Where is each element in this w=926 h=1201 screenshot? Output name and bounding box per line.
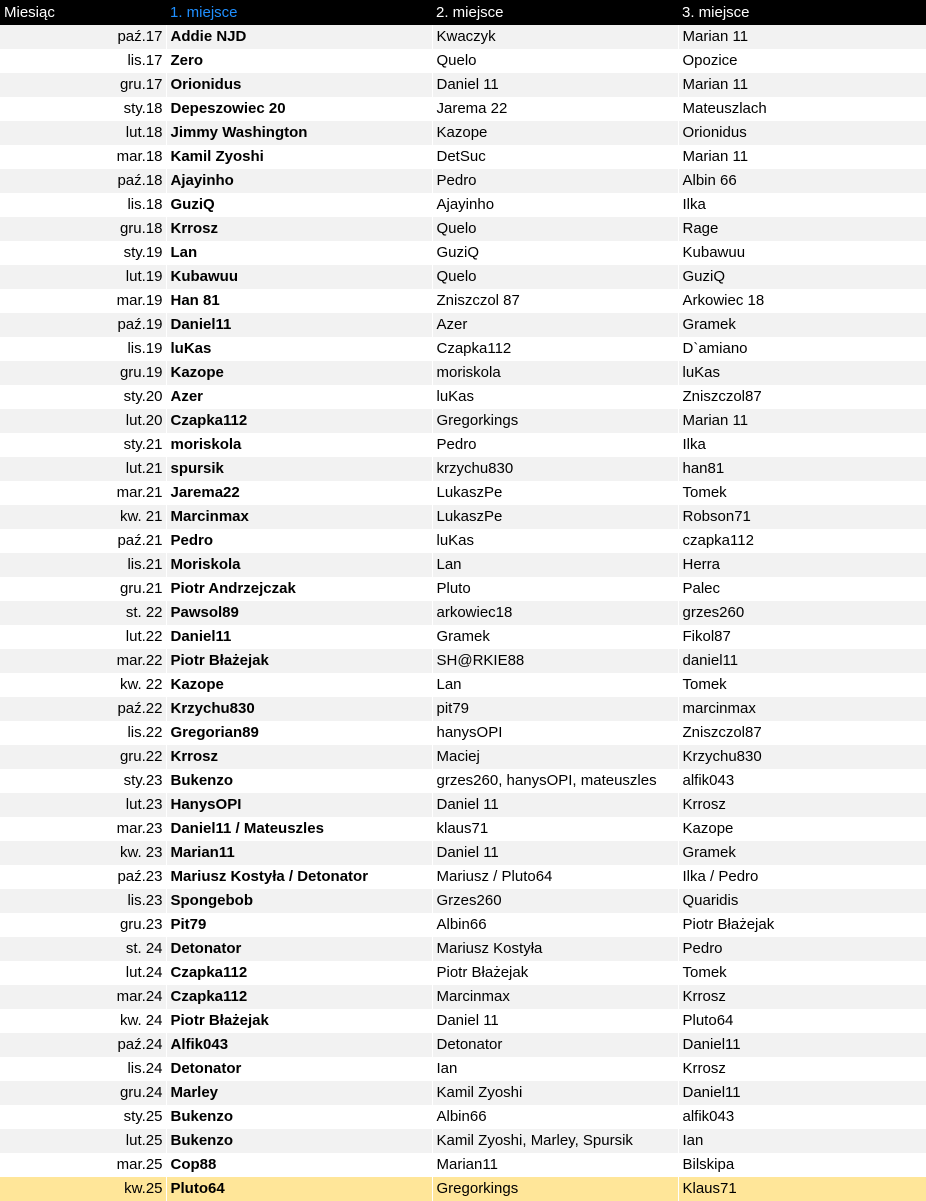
month-cell: paź.21	[0, 529, 166, 553]
third-place-cell: Ilka	[678, 193, 926, 217]
first-place-cell: Spongebob	[166, 889, 432, 913]
first-place-cell: Pedro	[166, 529, 432, 553]
third-place-cell: alfik043	[678, 1105, 926, 1129]
first-place-cell: Krzychu830	[166, 697, 432, 721]
month-cell: sty.19	[0, 241, 166, 265]
second-place-cell: Daniel 11	[432, 1009, 678, 1033]
month-cell: gru.22	[0, 745, 166, 769]
month-cell: paź.19	[0, 313, 166, 337]
third-place-cell: Gramek	[678, 313, 926, 337]
table-row	[0, 433, 926, 457]
table-row	[0, 505, 926, 529]
first-place-cell: Bukenzo	[166, 769, 432, 793]
third-place-cell: Daniel11	[678, 1033, 926, 1057]
first-place-cell: Daniel11	[166, 313, 432, 337]
month-cell: paź.17	[0, 25, 166, 49]
first-place-cell: Kubawuu	[166, 265, 432, 289]
first-place-cell: Piotr Andrzejczak	[166, 577, 432, 601]
table-row	[0, 73, 926, 97]
third-place-cell: Tomek	[678, 481, 926, 505]
month-cell: mar.19	[0, 289, 166, 313]
second-place-cell: Marcinmax	[432, 985, 678, 1009]
month-cell: kw. 23	[0, 841, 166, 865]
third-place-cell: Ilka / Pedro	[678, 865, 926, 889]
second-place-cell: Grzes260	[432, 889, 678, 913]
second-place-cell: Gramek	[432, 625, 678, 649]
table-row	[0, 1105, 926, 1129]
second-place-cell: Lan	[432, 673, 678, 697]
month-cell: gru.23	[0, 913, 166, 937]
third-place-cell: Robson71	[678, 505, 926, 529]
second-place-cell: Ajayinho	[432, 193, 678, 217]
month-cell: lut.25	[0, 1129, 166, 1153]
second-place-cell: Kamil Zyoshi	[432, 1081, 678, 1105]
table-row	[0, 289, 926, 313]
first-place-cell: moriskola	[166, 433, 432, 457]
first-place-cell: Jarema22	[166, 481, 432, 505]
month-cell: lut.22	[0, 625, 166, 649]
month-cell: lut.20	[0, 409, 166, 433]
month-cell: mar.25	[0, 1153, 166, 1177]
third-place-cell: grzes260	[678, 601, 926, 625]
first-place-cell: Depeszowiec 20	[166, 97, 432, 121]
second-place-cell: hanysOPI	[432, 721, 678, 745]
first-place-cell: Pit79	[166, 913, 432, 937]
month-cell: mar.23	[0, 817, 166, 841]
month-cell: gru.21	[0, 577, 166, 601]
month-cell: lis.18	[0, 193, 166, 217]
month-cell: lis.19	[0, 337, 166, 361]
table-row	[0, 385, 926, 409]
table-row	[0, 745, 926, 769]
second-place-cell: Quelo	[432, 49, 678, 73]
table-row	[0, 673, 926, 697]
month-cell: gru.18	[0, 217, 166, 241]
month-cell: paź.22	[0, 697, 166, 721]
month-cell: sty.20	[0, 385, 166, 409]
third-place-cell: marcinmax	[678, 697, 926, 721]
table-row	[0, 1009, 926, 1033]
third-place-cell: Zniszczol87	[678, 385, 926, 409]
third-place-cell: Marian 11	[678, 409, 926, 433]
month-cell: kw. 22	[0, 673, 166, 697]
first-place-cell: Lan	[166, 241, 432, 265]
month-cell: mar.18	[0, 145, 166, 169]
table-row	[0, 49, 926, 73]
table-row	[0, 217, 926, 241]
third-place-cell: Marian 11	[678, 25, 926, 49]
first-place-cell: Piotr Błażejak	[166, 649, 432, 673]
month-cell: st. 24	[0, 937, 166, 961]
table-row	[0, 841, 926, 865]
third-place-cell: Arkowiec 18	[678, 289, 926, 313]
first-place-cell: Pluto64	[166, 1177, 432, 1201]
third-place-cell: Rage	[678, 217, 926, 241]
third-place-cell: Albin 66	[678, 169, 926, 193]
month-cell: lis.17	[0, 49, 166, 73]
first-place-cell: Ajayinho	[166, 169, 432, 193]
table-row	[0, 985, 926, 1009]
month-cell: paź.23	[0, 865, 166, 889]
header-first-place: 1. miejsce	[170, 4, 238, 21]
table-row	[0, 553, 926, 577]
second-place-cell: grzes260, hanysOPI, mateuszles	[432, 769, 678, 793]
table-row	[0, 913, 926, 937]
second-place-cell: Kamil Zyoshi, Marley, Spursik	[432, 1129, 678, 1153]
third-place-cell: Bilskipa	[678, 1153, 926, 1177]
second-place-cell: Albin66	[432, 913, 678, 937]
third-place-cell: czapka112	[678, 529, 926, 553]
second-place-cell: DetSuc	[432, 145, 678, 169]
table-row	[0, 481, 926, 505]
table-row	[0, 1081, 926, 1105]
second-place-cell: Daniel 11	[432, 73, 678, 97]
first-place-cell: Mariusz Kostyła / Detonator	[166, 865, 432, 889]
second-place-cell: SH@RKIE88	[432, 649, 678, 673]
first-place-cell: Jimmy Washington	[166, 121, 432, 145]
table-row	[0, 313, 926, 337]
second-place-cell: Mariusz / Pluto64	[432, 865, 678, 889]
table-row	[0, 1033, 926, 1057]
month-cell: lis.22	[0, 721, 166, 745]
month-cell: paź.24	[0, 1033, 166, 1057]
table-row	[0, 265, 926, 289]
month-cell: sty.25	[0, 1105, 166, 1129]
first-place-cell: Daniel11	[166, 625, 432, 649]
third-place-cell: Daniel11	[678, 1081, 926, 1105]
first-place-cell: luKas	[166, 337, 432, 361]
first-place-cell: Pawsol89	[166, 601, 432, 625]
second-place-cell: Ian	[432, 1057, 678, 1081]
table-row	[0, 1153, 926, 1177]
table-row	[0, 865, 926, 889]
month-cell: gru.24	[0, 1081, 166, 1105]
table-row	[0, 793, 926, 817]
third-place-cell: Ian	[678, 1129, 926, 1153]
month-cell: mar.22	[0, 649, 166, 673]
second-place-cell: Pluto	[432, 577, 678, 601]
first-place-cell: Detonator	[166, 937, 432, 961]
first-place-cell: Daniel11 / Mateuszles	[166, 817, 432, 841]
third-place-cell: Tomek	[678, 673, 926, 697]
third-place-cell: Pedro	[678, 937, 926, 961]
third-place-cell: Pluto64	[678, 1009, 926, 1033]
third-place-cell: Herra	[678, 553, 926, 577]
third-place-cell: GuziQ	[678, 265, 926, 289]
header-row	[0, 0, 926, 25]
second-place-cell: klaus71	[432, 817, 678, 841]
third-place-cell: Krzychu830	[678, 745, 926, 769]
table-row	[0, 1129, 926, 1153]
table-row	[0, 721, 926, 745]
third-place-cell: Quaridis	[678, 889, 926, 913]
month-cell: lut.18	[0, 121, 166, 145]
table-row	[0, 769, 926, 793]
third-place-cell: Palec	[678, 577, 926, 601]
table-row	[0, 889, 926, 913]
table-row	[0, 649, 926, 673]
third-place-cell: daniel11	[678, 649, 926, 673]
first-place-cell: Marley	[166, 1081, 432, 1105]
table-row	[0, 577, 926, 601]
first-place-cell: Alfik043	[166, 1033, 432, 1057]
month-cell: kw.25	[0, 1177, 166, 1201]
second-place-cell: Gregorkings	[432, 1177, 678, 1201]
second-place-cell: Kwaczyk	[432, 25, 678, 49]
month-cell: mar.21	[0, 481, 166, 505]
month-cell: lut.24	[0, 961, 166, 985]
second-place-cell: Lan	[432, 553, 678, 577]
first-place-cell: Marian11	[166, 841, 432, 865]
third-place-cell: Kubawuu	[678, 241, 926, 265]
table-row	[0, 97, 926, 121]
first-place-cell: Cop88	[166, 1153, 432, 1177]
second-place-cell: moriskola	[432, 361, 678, 385]
first-place-cell: Krrosz	[166, 217, 432, 241]
second-place-cell: Maciej	[432, 745, 678, 769]
table-row	[0, 457, 926, 481]
third-place-cell: luKas	[678, 361, 926, 385]
third-place-cell: Tomek	[678, 961, 926, 985]
table-row	[0, 121, 926, 145]
first-place-cell: Czapka112	[166, 961, 432, 985]
second-place-cell: Azer	[432, 313, 678, 337]
table-row	[0, 241, 926, 265]
first-place-cell: Marcinmax	[166, 505, 432, 529]
first-place-cell: Kamil Zyoshi	[166, 145, 432, 169]
month-cell: gru.17	[0, 73, 166, 97]
table-row	[0, 25, 926, 49]
header-second-place: 2. miejsce	[436, 4, 504, 21]
second-place-cell: LukaszPe	[432, 481, 678, 505]
second-place-cell: LukaszPe	[432, 505, 678, 529]
third-place-cell: Orionidus	[678, 121, 926, 145]
third-place-cell: D`amiano	[678, 337, 926, 361]
first-place-cell: Bukenzo	[166, 1105, 432, 1129]
third-place-cell: Marian 11	[678, 73, 926, 97]
month-cell: lis.24	[0, 1057, 166, 1081]
month-cell: lut.21	[0, 457, 166, 481]
table-row	[0, 937, 926, 961]
first-place-cell: Piotr Błażejak	[166, 1009, 432, 1033]
second-place-cell: luKas	[432, 529, 678, 553]
table-row	[0, 625, 926, 649]
month-cell: lis.21	[0, 553, 166, 577]
third-place-cell: Marian 11	[678, 145, 926, 169]
first-place-cell: Krrosz	[166, 745, 432, 769]
first-place-cell: Gregorian89	[166, 721, 432, 745]
first-place-cell: Addie NJD	[166, 25, 432, 49]
table-row	[0, 193, 926, 217]
month-cell: lut.23	[0, 793, 166, 817]
second-place-cell: Zniszczol 87	[432, 289, 678, 313]
second-place-cell: Piotr Błażejak	[432, 961, 678, 985]
table-row	[0, 361, 926, 385]
second-place-cell: Detonator	[432, 1033, 678, 1057]
month-cell: lis.23	[0, 889, 166, 913]
table-row	[0, 337, 926, 361]
table-row	[0, 697, 926, 721]
month-cell: st. 22	[0, 601, 166, 625]
table-row	[0, 529, 926, 553]
table-body	[0, 25, 926, 1201]
second-place-cell: Mariusz Kostyła	[432, 937, 678, 961]
second-place-cell: Albin66	[432, 1105, 678, 1129]
second-place-cell: Pedro	[432, 433, 678, 457]
second-place-cell: arkowiec18	[432, 601, 678, 625]
month-cell: kw. 21	[0, 505, 166, 529]
table-row	[0, 145, 926, 169]
first-place-cell: Detonator	[166, 1057, 432, 1081]
second-place-cell: Gregorkings	[432, 409, 678, 433]
header-third-place: 3. miejsce	[682, 4, 750, 21]
first-place-cell: Bukenzo	[166, 1129, 432, 1153]
month-cell: sty.21	[0, 433, 166, 457]
second-place-cell: Marian11	[432, 1153, 678, 1177]
second-place-cell: Quelo	[432, 217, 678, 241]
first-place-cell: Kazope	[166, 673, 432, 697]
first-place-cell: Orionidus	[166, 73, 432, 97]
month-cell: gru.19	[0, 361, 166, 385]
month-cell: sty.23	[0, 769, 166, 793]
first-place-cell: Azer	[166, 385, 432, 409]
first-place-cell: Han 81	[166, 289, 432, 313]
second-place-cell: Daniel 11	[432, 793, 678, 817]
header-month: Miesiąc	[4, 4, 55, 21]
month-cell: kw. 24	[0, 1009, 166, 1033]
second-place-cell: Quelo	[432, 265, 678, 289]
third-place-cell: Mateuszlach	[678, 97, 926, 121]
table-row	[0, 409, 926, 433]
third-place-cell: alfik043	[678, 769, 926, 793]
third-place-cell: Krrosz	[678, 793, 926, 817]
table-row	[0, 961, 926, 985]
second-place-cell: Daniel 11	[432, 841, 678, 865]
first-place-cell: HanysOPI	[166, 793, 432, 817]
second-place-cell: krzychu830	[432, 457, 678, 481]
third-place-cell: Gramek	[678, 841, 926, 865]
third-place-cell: Fikol87	[678, 625, 926, 649]
table-row	[0, 169, 926, 193]
second-place-cell: GuziQ	[432, 241, 678, 265]
first-place-cell: Moriskola	[166, 553, 432, 577]
table-row	[0, 1177, 926, 1201]
first-place-cell: Kazope	[166, 361, 432, 385]
third-place-cell: Klaus71	[678, 1177, 926, 1201]
third-place-cell: han81	[678, 457, 926, 481]
third-place-cell: Ilka	[678, 433, 926, 457]
second-place-cell: Czapka112	[432, 337, 678, 361]
first-place-cell: spursik	[166, 457, 432, 481]
third-place-cell: Krrosz	[678, 1057, 926, 1081]
third-place-cell: Opozice	[678, 49, 926, 73]
month-cell: sty.18	[0, 97, 166, 121]
table-header	[0, 0, 926, 25]
second-place-cell: Pedro	[432, 169, 678, 193]
first-place-cell: Zero	[166, 49, 432, 73]
table-row	[0, 601, 926, 625]
third-place-cell: Krrosz	[678, 985, 926, 1009]
month-cell: lut.19	[0, 265, 166, 289]
second-place-cell: pit79	[432, 697, 678, 721]
month-cell: mar.24	[0, 985, 166, 1009]
third-place-cell: Piotr Błażejak	[678, 913, 926, 937]
second-place-cell: luKas	[432, 385, 678, 409]
second-place-cell: Jarema 22	[432, 97, 678, 121]
table-row	[0, 817, 926, 841]
third-place-cell: Kazope	[678, 817, 926, 841]
first-place-cell: GuziQ	[166, 193, 432, 217]
first-place-cell: Czapka112	[166, 409, 432, 433]
third-place-cell: Zniszczol87	[678, 721, 926, 745]
table-row	[0, 1057, 926, 1081]
month-cell: paź.18	[0, 169, 166, 193]
first-place-cell: Czapka112	[166, 985, 432, 1009]
second-place-cell: Kazope	[432, 121, 678, 145]
